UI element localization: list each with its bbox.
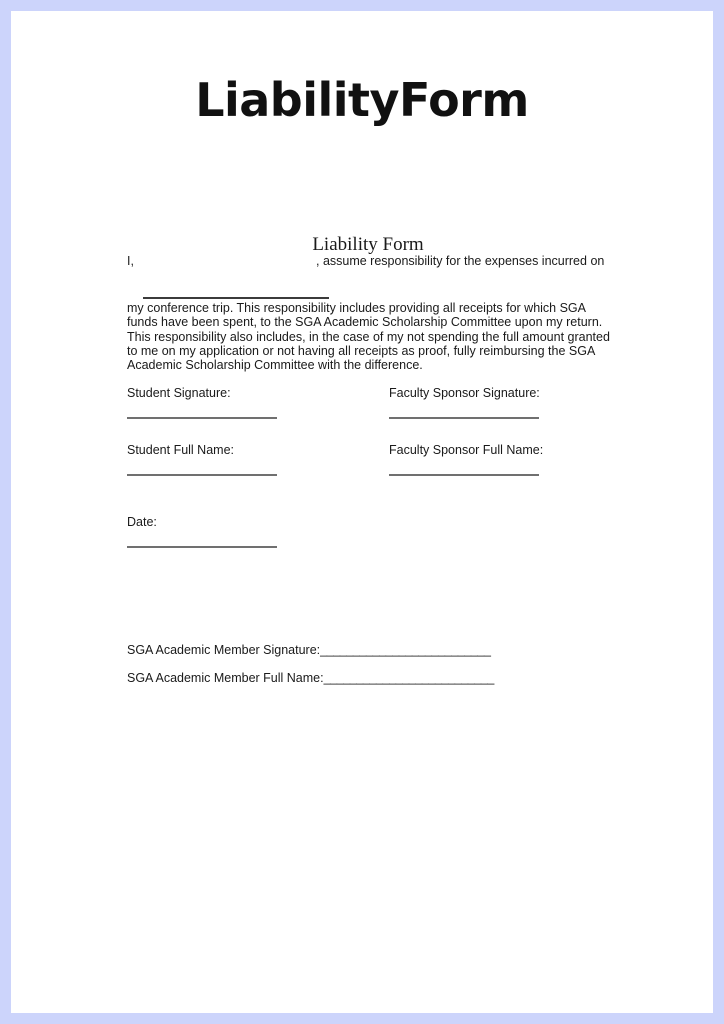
- faculty-sponsor-full-name-field: [389, 443, 604, 476]
- sga-member-block: [127, 643, 617, 699]
- sga-member-signature-line: [127, 643, 617, 657]
- form-heading: Liability Form: [312, 234, 424, 255]
- intro-prefix: I,: [127, 254, 134, 268]
- date-label: Date:: [127, 515, 157, 529]
- student-signature-rule[interactable]: [127, 417, 277, 419]
- sga-member-signature-blank[interactable]: __________________________: [320, 643, 491, 657]
- student-full-name-rule[interactable]: [127, 474, 277, 476]
- full-name-row: [127, 443, 617, 500]
- sga-member-signature-label: SGA Academic Member Signature:: [127, 643, 321, 657]
- faculty-sponsor-full-name-rule[interactable]: [389, 474, 539, 476]
- document-page: [11, 11, 713, 1013]
- faculty-sponsor-signature-rule[interactable]: [389, 417, 539, 419]
- faculty-sponsor-full-name-label: Faculty Sponsor Full Name:: [389, 443, 544, 457]
- student-signature-label: Student Signature:: [127, 386, 231, 400]
- signature-row: [127, 386, 617, 443]
- applicant-name-blank-rule[interactable]: [143, 297, 329, 299]
- date-field: [127, 515, 342, 548]
- faculty-sponsor-signature-field: [389, 386, 604, 419]
- sga-member-full-name-label: SGA Academic Member Full Name:: [127, 671, 324, 685]
- sga-member-full-name-line: [127, 671, 617, 685]
- sga-member-full-name-blank[interactable]: __________________________: [323, 671, 494, 685]
- student-full-name-field: [127, 443, 342, 476]
- page-title: LiabilityForm: [195, 73, 529, 127]
- intro-suffix: , assume responsibility for the expenses incurred on: [316, 254, 605, 268]
- intro-statement-row: [118, 254, 618, 272]
- responsibility-paragraph: my conference trip. This responsibility includes providing all receipts for which SGA funds have been spent, to the SGA Academic Scholarship Committee upon my return. This responsibility also includes, in the case of my not spending the full amount granted to me on my application or not having all receipts as proof, fully reimbursing the SGA Academic Scholarship Committee with the difference.: [127, 301, 610, 373]
- faculty-sponsor-signature-label: Faculty Sponsor Signature:: [389, 386, 540, 400]
- signature-block: [127, 386, 617, 500]
- student-signature-field: [127, 386, 342, 419]
- student-full-name-label: Student Full Name:: [127, 443, 234, 457]
- date-rule[interactable]: [127, 546, 277, 548]
